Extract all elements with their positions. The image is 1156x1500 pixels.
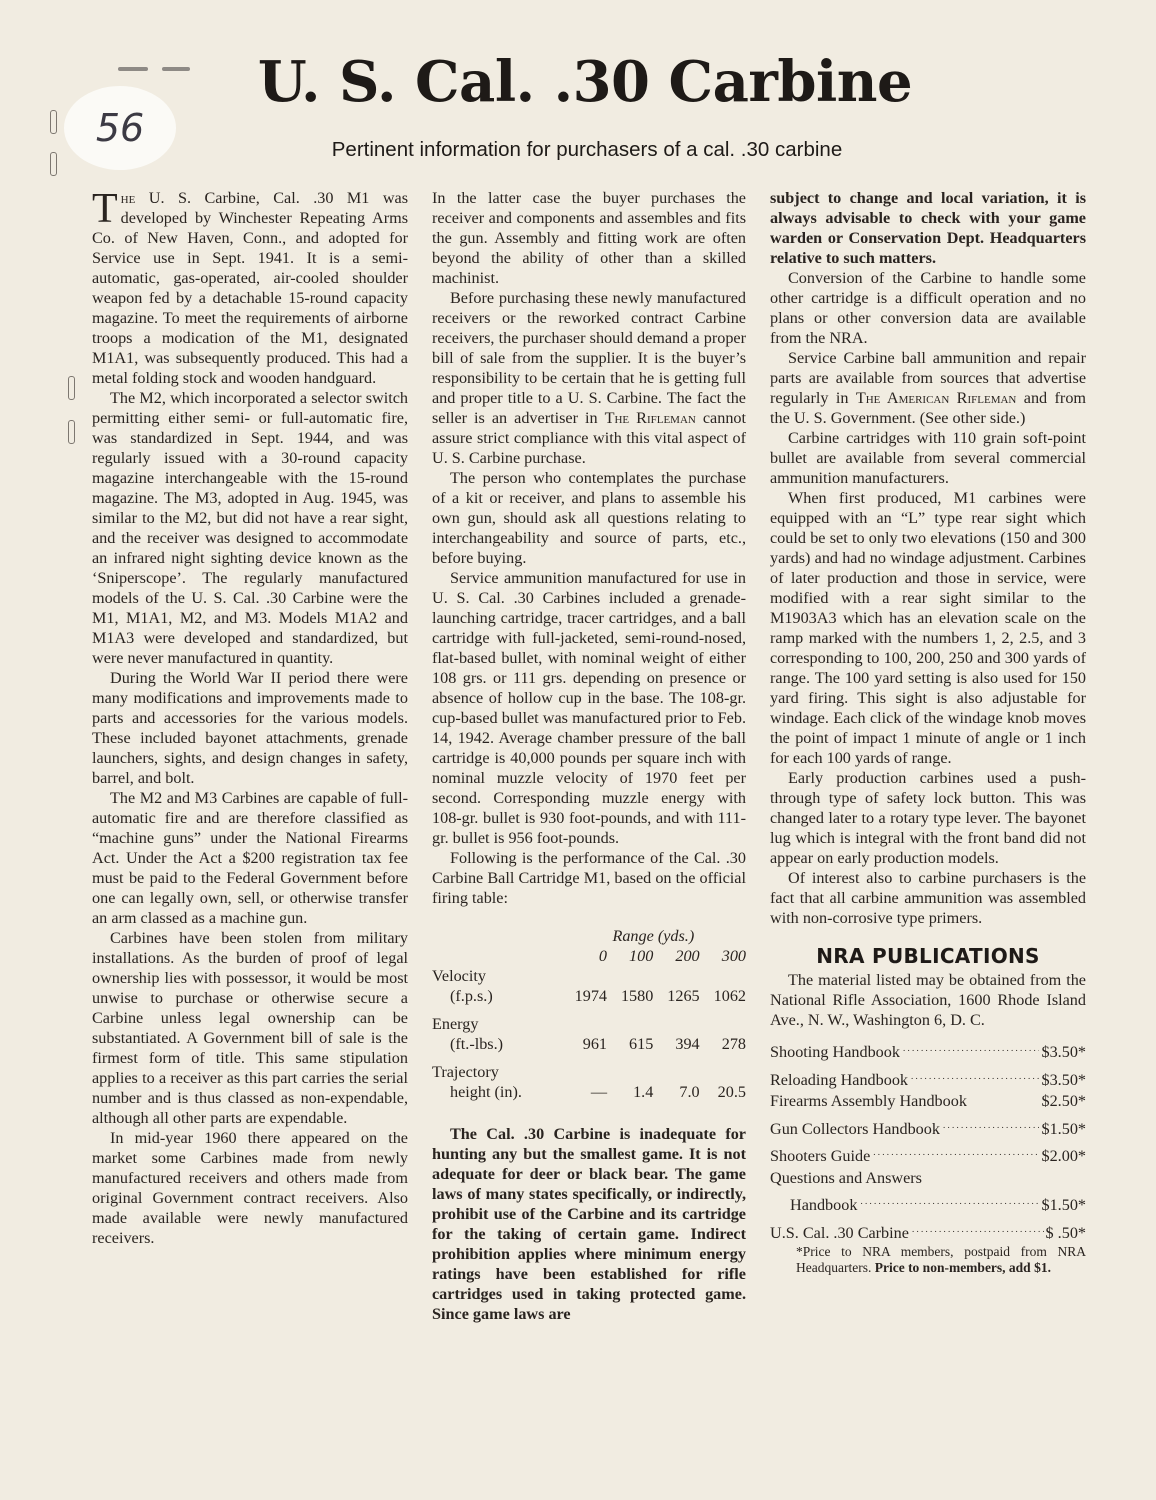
table-cell: 278 (721, 1035, 746, 1053)
column-1 (92, 188, 408, 1248)
row-label: Velocity (432, 967, 486, 985)
nra-intro: The material listed may be obtained from the National Rifle Association, 1600 Rhode Island Ave., N. W., Washington 6, D. C. (770, 971, 1086, 1029)
range-label: Range (yds.) (612, 927, 695, 945)
drop-cap: T (92, 186, 118, 232)
table-row (432, 986, 746, 1006)
hunting-warning-continued: subject to change and local variation, it is always advisable to check with your game warden or Conservation Dept. Headquarters relative to such matters. (770, 189, 1086, 267)
table-cell: 961 (582, 1035, 607, 1053)
publications-list (770, 1036, 1086, 1244)
handwritten-page-number: 56 (64, 86, 176, 170)
intro-paragraph: The U. S. Carbine, Cal. .30 M1 was developed by Winchester Repeating Arms Co. of New Haven, Conn., and adopted for Service use in Sept. 1941. It is a semi-automatic, gas-operated, air-cooled shoulder weapon fed by a detachable 15-round capacity magazine. To meet the requirements of airborne troops a modication of the M1, designated M1A1, was subsequently produced. This had a metal folding stock and wooden handguard. (92, 186, 408, 387)
paragraph: Of interest also to carbine purchasers is the fact that all carbine ammunition was assembled with non-corrosive type primers. (770, 869, 1086, 927)
row-unit: (f.p.s.) (450, 987, 493, 1005)
list-item: Shooters Guide . . . $2.00* (770, 1140, 1086, 1168)
row-label: Energy (432, 1015, 479, 1033)
list-item: Handbook . . . $1.50* (770, 1189, 1086, 1217)
table-row (432, 1034, 746, 1054)
list-item: Shooting Handbook . . . $3.50* (770, 1036, 1086, 1064)
table-cell: 1062 (713, 987, 746, 1005)
price-note: *Price to NRA members, postpaid from NRA Headquarters. Price to non-members, add $1. (796, 1244, 1086, 1275)
list-item: Gun Collectors Handbook . . . $1.50* (770, 1113, 1086, 1141)
paragraph: The person who contemplates the purchase of a kit or receiver, and plans to assemble his own gun, should ask all questions relating to interchangeability and source of parts, etc., before buying. (432, 469, 746, 567)
paragraph: During the World War II period there were many modifications and improvements made to parts and accessories for the various models. These included bayonet attachments, grenade launchers, sights, and design changes in safety, barrel, and bolt. (92, 669, 408, 787)
list-item: U.S. Cal. .30 Carbine . . . $ .50* (770, 1217, 1086, 1245)
firing-table-distance-row (432, 946, 746, 966)
binding-hole (50, 152, 57, 176)
paragraph: In the latter case the buyer purchases the receiver and components and assembles and fits the gun. Assembly and fitting work are often beyond the ability of other than a skilled machinist. (432, 189, 746, 287)
paragraph: Following is the performance of the Cal. .30 Carbine Ball Cartridge M1, based on the official firing table: (432, 849, 746, 907)
distance-cell: 200 (675, 947, 700, 965)
paragraph: Early production carbines used a push-through type of safety lock button. This was changed later to a rotary type lever. The bayonet lug which is integral with the front band did not appear on early production models. (770, 769, 1086, 867)
table-row (432, 1062, 746, 1082)
list-item: Reloading Handbook . . . $3.50* (770, 1064, 1086, 1092)
table-cell: — (590, 1083, 607, 1101)
table-row (432, 1014, 746, 1034)
paragraph: The M2 and M3 Carbines are capable of full-automatic fire and are therefore classified as “machine guns” under the National Firearms Act. Under the Act a $200 registration tax fee must be paid to the Federal Government before one can legally own, sell, or otherwise transfer an arm classed as a machine gun. (92, 789, 408, 927)
paragraph: When first produced, M1 carbines were equipped with an “L” type rear sight which could be set to only two elevations (150 and 300 yards) and had no windage adjustment. Carbines of later production and those in service, were modified with a rear sight similar to the M1903A3 which has an elevation scale on the ramp marked with the numbers 1, 2, 2.5, and 3 corresponding to 100, 200, 250 and 300 yards of range. The 100 yard setting is also used for 150 yard firing. This sight is also adjustable for windage. Each click of the windage knob moves the point of impact 1 minute of angle or 1 inch for each 100 yards of range. (770, 489, 1086, 767)
table-cell: 1580 (620, 987, 654, 1005)
table-cell: 20.5 (717, 1083, 746, 1101)
table-row (432, 1082, 746, 1102)
paragraph: The M2, which incorporated a selector switch permitting either semi- or full-automatic fire, was standardized in Sept. 1944, and was regularly issued with a 30-round capacity magazine interchangeable with the 15-round magazine. The M3, adopted in Aug. 1945, was similar to the M2, but did not have a rear sight, and the receiver was designed to accommodate an infrared night sighting device known as the ‘Sniperscope’. The regularly manufactured models of the U. S. Cal. .30 Carbine were the M1, M1A1, M2, and M3. Models M1A2 and M1A3 were developed and standardized, but were never manufactured in quantity. (92, 389, 408, 667)
paragraph: Service Carbine ball ammunition and repair parts are available from sources that advertise regularly in The American Rifleman and from the U. S. Government. (See other side.) (770, 349, 1087, 427)
page-title: U. S. Cal. .30 Carbine (257, 49, 913, 115)
list-item: Questions and Answers (770, 1168, 922, 1187)
distance-cell: 100 (629, 947, 654, 965)
pencil-mark (162, 67, 190, 71)
binding-hole (50, 110, 57, 134)
column-3 (770, 188, 1086, 1276)
binding-hole (68, 420, 75, 444)
column-2 (432, 188, 746, 1324)
paragraph: Carbine cartridges with 110 grain soft-point bullet are available from several commercial ammunition manufacturers. (770, 429, 1086, 487)
page-subtitle: Pertinent information for purchasers of a cal. .30 carbine (331, 138, 843, 161)
paragraph: Carbines have been stolen from military installations. As the burden of proof of legal ownership lies with possessor, it would be most unwise to purchase or otherwise secure a Carbine unless legal ownership can be substantiated. A Government bill of sale is the firmest form of title. This same stipulation applies to a receiver as this part carries the serial number and is thus classed as non-expendable, although all other parts are expendable. (92, 929, 408, 1127)
paragraph: In mid-year 1960 there appeared on the market some Carbines made from newly manufactured receivers and others made from original Government contract receivers. Also made available were newly manufactured receivers. (92, 1129, 408, 1247)
distance-cell: 0 (598, 947, 607, 965)
binding-hole (68, 376, 75, 400)
hunting-warning: The Cal. .30 Carbine is inadequate for hunting any but the smallest game. It is not adequate for deer or black bear. The game laws of many states specifically, or indirectly, prohibit use of the Carbine and its cartridge for the taking of certain game. Indirect prohibition applies where minimum energy ratings have been established for rifle cartridges used in taking protected game. Since game laws are (432, 1125, 746, 1323)
paragraph: Service ammunition manufactured for use in U. S. Cal. .30 Carbines included a grenade-launching cartridge, tracer cartridges, and a ball cartridge with full-jacketed, semi-round-nosed, flat-based bullet, with nominal weight of either 108 grs. or 111 grs. depending on presence or absence of hollow cup in the base. The 108-gr. cup-based bullet was manufactured prior to Feb. 14, 1942. Average chamber pressure of the ball cartridge is 40,000 pounds per square inch with nominal muzzle velocity of 1970 feet per second. Corresponding muzzle energy with 108-gr. bullet is 930 foot-pounds, and with 111-gr. bullet is 956 foot-pounds. (432, 569, 746, 847)
list-item: Firearms Assembly Handbook $2.50* (770, 1092, 1086, 1110)
paragraph: Conversion of the Carbine to handle some other cartridge is a difficult operation and no plans or other conversion data are available from the NRA. (770, 269, 1086, 347)
table-row (432, 966, 746, 986)
table-cell: 1265 (667, 987, 700, 1005)
paragraph: Before purchasing these newly manufactured receivers or the reworked contract Carbine receivers, the purchaser should demand a proper bill of sale from the supplier. It is the buyer’s responsibility to be certain that he is getting full and proper title to a U. S. Carbine. The fact the seller is an advertiser in The Rifleman cannot assure strict compliance with this vital aspect of U. S. Carbine purchase. (432, 289, 747, 467)
table-cell: 1974 (574, 987, 607, 1005)
pencil-mark (118, 67, 148, 71)
table-cell: 7.0 (679, 1083, 700, 1101)
firing-table (432, 926, 746, 1102)
row-unit: (ft.-lbs.) (450, 1035, 504, 1053)
row-unit: height (in). (450, 1083, 522, 1101)
nra-publications-heading: NRA PUBLICATIONS (816, 944, 1040, 968)
firing-table-range-row (432, 926, 746, 946)
table-cell: 1.4 (633, 1083, 654, 1101)
table-cell: 394 (675, 1035, 700, 1053)
table-cell: 615 (629, 1035, 654, 1053)
distance-cell: 300 (721, 947, 746, 965)
row-label: Trajectory (432, 1063, 499, 1081)
